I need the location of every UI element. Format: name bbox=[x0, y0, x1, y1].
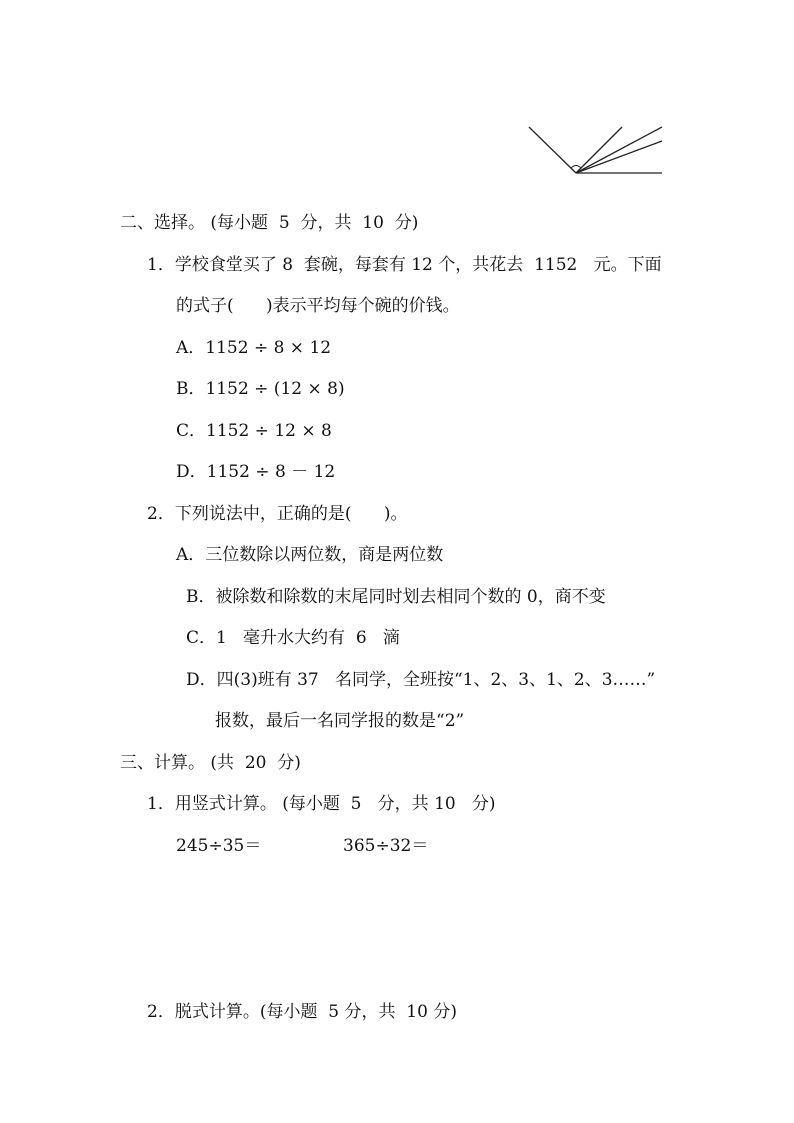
q2-stem: 2．下列说法中，正确的是( )。 bbox=[147, 504, 408, 524]
q2-option-a: A．三位数除以两位数，商是两位数 bbox=[176, 545, 444, 565]
q2-option-d: D．四(3)班有 37 名同学，全班按“1、2、3、1、2、3……” bbox=[186, 670, 656, 690]
s3-q1-stem: 1．用竖式计算。 (每小题 5 分，共 10 分) bbox=[147, 794, 496, 814]
s3-q1-expr2: 365÷32＝ bbox=[343, 836, 429, 856]
q1-option-d: D．1152 ÷ 8 － 12 bbox=[176, 462, 336, 482]
angle-ray-1 bbox=[576, 127, 622, 173]
angle-ray-left bbox=[529, 127, 576, 173]
angle-ray-3 bbox=[576, 141, 662, 173]
angle-figure bbox=[0, 0, 794, 200]
s3-q1-expr1: 245÷35＝ bbox=[176, 836, 262, 856]
angle-arc-mark bbox=[571, 166, 581, 169]
q2-option-d-continued: 报数，最后一名同学报的数是“2” bbox=[215, 711, 465, 731]
q1-stem-line1: 1．学校食堂买了 8 套碗，每套有 12 个，共花去 1152 元。下面 bbox=[147, 255, 662, 275]
angle-ray-2 bbox=[576, 127, 662, 173]
q2-option-b: B．被除数和除数的末尾同时划去相同个数的 0，商不变 bbox=[186, 587, 606, 607]
section2-title: 二、选择。 (每小题 5 分，共 10 分) bbox=[120, 213, 419, 233]
q2-option-c: C．1 毫升水大约有 6 滴 bbox=[186, 628, 400, 648]
q1-option-b: B．1152 ÷ (12 × 8) bbox=[176, 379, 345, 399]
section3-title: 三、计算。 (共 20 分) bbox=[120, 753, 301, 773]
q1-option-c: C．1152 ÷ 12 × 8 bbox=[176, 421, 332, 441]
s3-q2-stem: 2．脱式计算。(每小题 5 分，共 10 分) bbox=[147, 1002, 457, 1022]
q1-stem-line2: 的式子( )表示平均每个碗的价钱。 bbox=[176, 296, 460, 316]
q1-option-a: A．1152 ÷ 8 × 12 bbox=[176, 338, 332, 358]
